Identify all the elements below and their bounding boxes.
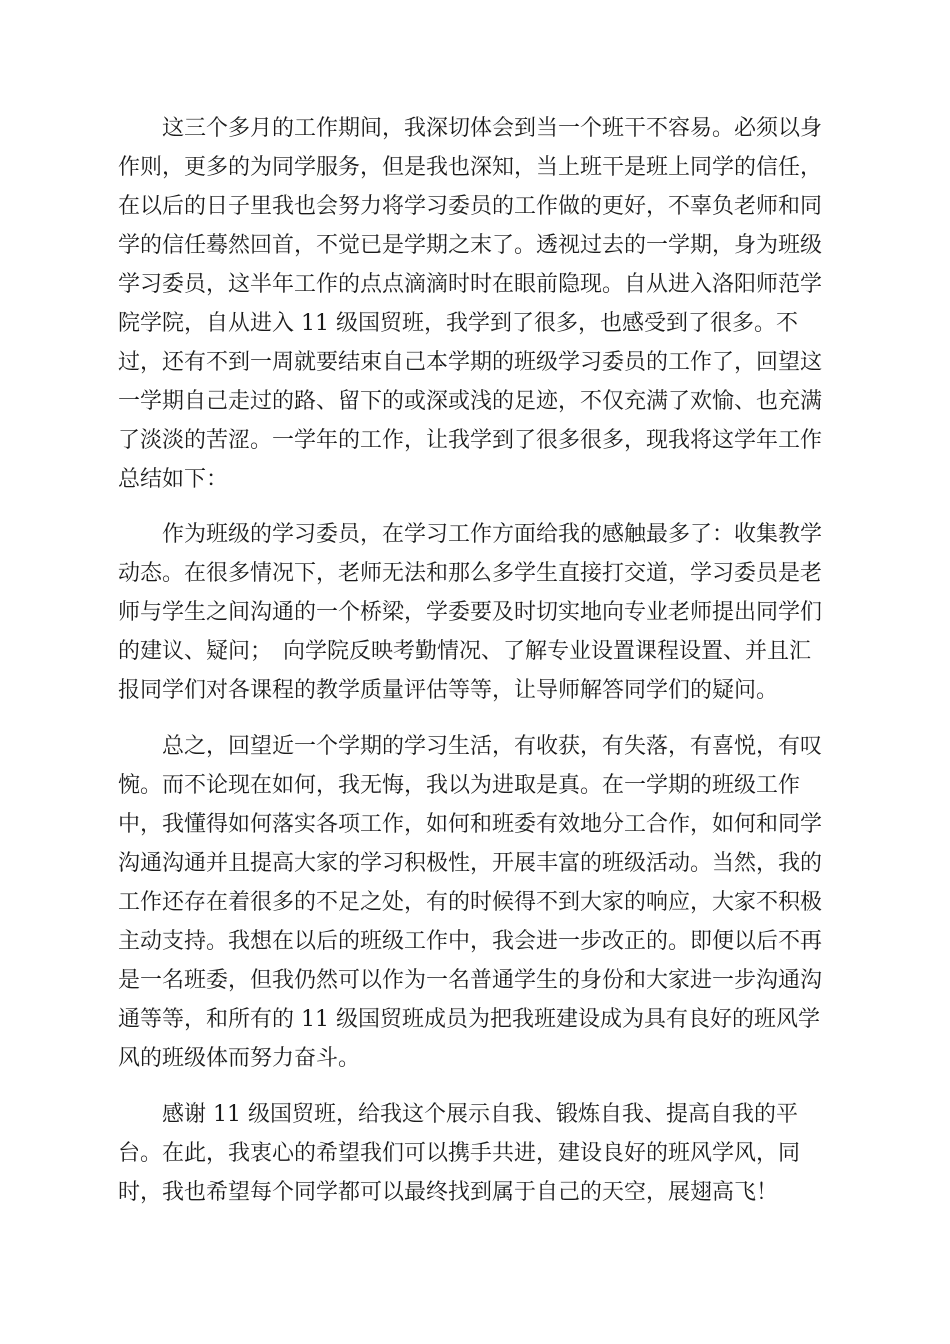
paragraph-1-line-10: 总结如下： <box>118 467 229 492</box>
paragraph-4-line-3: 时，我也希望每个同学都可以最终找到属于自己的天空，展翅高飞！ <box>118 1180 779 1205</box>
paragraph-1-line-9: 了淡淡的苦涩。一学年的工作，让我学到了很多很多，现我将这学年工作 <box>118 428 823 453</box>
paragraph-1-line-7: 过，还有不到一周就要结束自己本学期的班级学习委员的工作了，回望这 <box>118 350 823 375</box>
paragraph-3-line-1: 总之，回望近一个学期的学习生活，有收获，有失落，有喜悦，有叹 <box>162 734 823 759</box>
paragraph-1-line-8: 一学期自己走过的路、留下的或深或浅的足迹，不仅充满了欢愉、也充满 <box>118 389 823 414</box>
paragraph-3-line-3: 中，我懂得如何落实各项工作，如何和班委有效地分工合作，如何和同学 <box>118 812 823 837</box>
paragraph-1-line-6: 院学院，自从进入 11 级国贸班，我学到了很多，也感受到了很多。不 <box>118 311 798 336</box>
paragraph-1-line-4: 学的信任蓦然回首，不觉已是学期之末了。透视过去的一学期，身为班级 <box>118 233 823 258</box>
paragraph-1-line-2: 作则，更多的为同学服务，但是我也深知，当上班干是班上同学的信任， <box>118 155 823 180</box>
paragraph-4-line-1: 感谢 11 级国贸班，给我这个展示自我、锻炼自我、提高自我的平 <box>162 1102 798 1127</box>
paragraph-2-line-1: 作为班级的学习委员，在学习工作方面给我的感触最多了：收集教学 <box>162 522 823 547</box>
paragraph-2-line-3: 师与学生之间沟通的一个桥梁，学委要及时切实地向专业老师提出同学们 <box>118 600 823 625</box>
paragraph-2-line-2: 动态。在很多情况下，老师无法和那么多学生直接打交道，学习委员是老 <box>118 561 823 586</box>
paragraph-2-line-4: 的建议、疑问； 向学院反映考勤情况、了解专业设置课程设置、并且汇 <box>118 639 812 664</box>
paragraph-3-line-6: 主动支持。我想在以后的班级工作中，我会进一步改正的。即便以后不再 <box>118 929 823 954</box>
paragraph-1-line-1: 这三个多月的工作期间，我深切体会到当一个班干不容易。必须以身 <box>162 116 823 141</box>
paragraph-3-line-2: 惋。而不论现在如何，我无悔，我以为进取是真。在一学期的班级工作 <box>118 773 801 798</box>
paragraph-3-line-4: 沟通沟通并且提高大家的学习积极性，开展丰富的班级活动。当然，我的 <box>118 851 823 876</box>
paragraph-3-line-9: 风的班级体而努力奋斗。 <box>118 1046 361 1071</box>
paragraph-3-line-5: 工作还存在着很多的不足之处，有的时候得不到大家的响应，大家不积极 <box>118 890 823 915</box>
paragraph-2-line-5: 报同学们对各课程的教学质量评估等等，让导师解答同学们的疑问。 <box>118 678 779 703</box>
paragraph-3-line-8: 通等等，和所有的 11 级国贸班成员为把我班建设成为具有良好的班风学 <box>118 1007 820 1032</box>
paragraph-1-line-5: 学习委员，这半年工作的点点滴滴时时在眼前隐现。自从进入洛阳师范学 <box>118 272 823 297</box>
paragraph-3-line-7: 是一名班委，但我仍然可以作为一名普通学生的身份和大家进一步沟通沟 <box>118 968 823 993</box>
paragraph-4-line-2: 台。在此，我衷心的希望我们可以携手共进，建设良好的班风学风，同 <box>118 1141 801 1166</box>
paragraph-1-line-3: 在以后的日子里我也会努力将学习委员的工作做的更好，不辜负老师和同 <box>118 194 823 219</box>
